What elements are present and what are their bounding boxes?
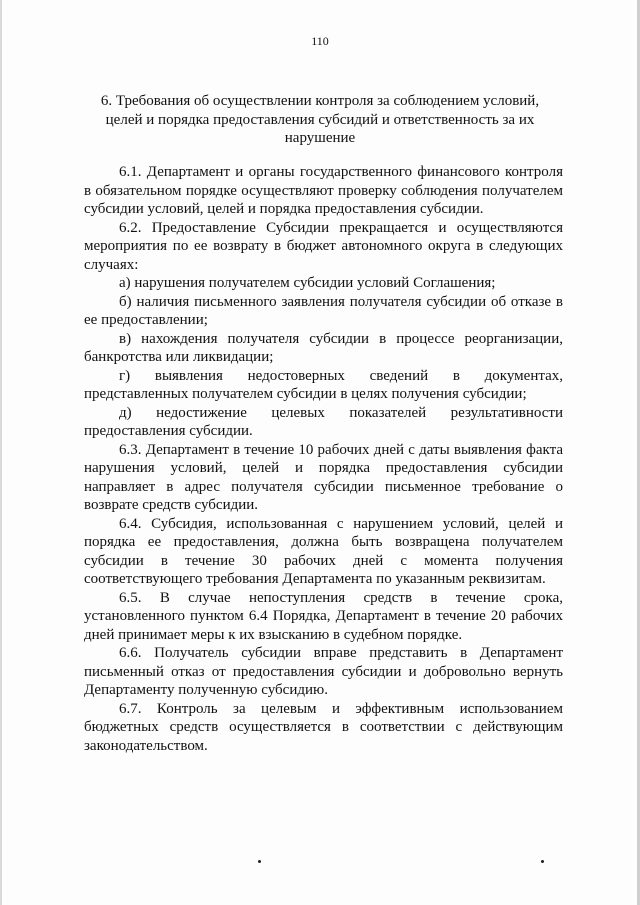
list-item-d: д) недостижение целевых показателей результативности предоставления субсидии. <box>84 404 563 439</box>
list-item-v: в) нахождения получателя субсидии в процессе реорганизации, банкротства или ликвидации; <box>84 330 563 365</box>
paragraph-6-5: 6.5. В случае непоступления средств в течение срока, установленного пунктом 6.4 Порядка, Департамент в течение 20 рабочих дней принимает меры к их взысканию в судебном порядке. <box>84 589 563 643</box>
section-body <box>84 163 563 755</box>
paragraph-6-6: 6.6. Получатель субсидии вправе представить в Департамент письменный отказ от предоставления субсидии и добровольно вернуть Департаменту полученную субсидию. <box>84 645 563 698</box>
scan-speck-right <box>541 860 544 863</box>
paragraph-6-1: 6.1. Департамент и органы государственного финансового контроля в обязательном порядке осуществляют проверку соблюдения получателем субсидии условий, целей и порядка предоставления субсидии. <box>84 164 563 217</box>
paragraph-6-3: 6.3. Департамент в течение 10 рабочих дней с даты выявления факта нарушения условий, целей и порядка предоставления субсидии направляет в адрес получателя субсидии письменное требование о возврате средств субсидии. <box>84 441 563 513</box>
list-item-g: г) выявления недостоверных сведений в документах, представленных получателем субсидии в целях получения субсидии; <box>84 367 563 402</box>
paragraph-6-4: 6.4. Субсидия, использованная с нарушением условий, целей и порядка ее предоставления, должна быть возвращена получателем субсидии в течение 30 рабочих дней с момента получения соответствующего требования Департамента по указанным реквизитам. <box>84 515 563 587</box>
scan-edge-left <box>0 0 2 905</box>
paragraph-6-7: 6.7. Контроль за целевым и эффективным использованием бюджетных средств осуществляется в соответствии с действующим законодательством. <box>84 700 563 754</box>
list-item-b: б) наличия письменного заявления получателя субсидии об отказе в ее предоставлении; <box>84 293 563 328</box>
scan-speck-left <box>258 860 261 863</box>
list-item-a: а) нарушения получателем субсидии условий Соглашения; <box>119 275 496 291</box>
section-heading: 6. Требования об осуществлении контроля за соблюдением условий, целей и порядка предоставления субсидий и ответственность за их нарушение <box>100 93 540 146</box>
paragraph-6-2: 6.2. Предоставление Субсидии прекращается и осуществляются мероприятия по ее возврату в бюджет автономного округа в следующих случаях: <box>84 219 563 273</box>
page-number: 110 <box>311 34 329 48</box>
